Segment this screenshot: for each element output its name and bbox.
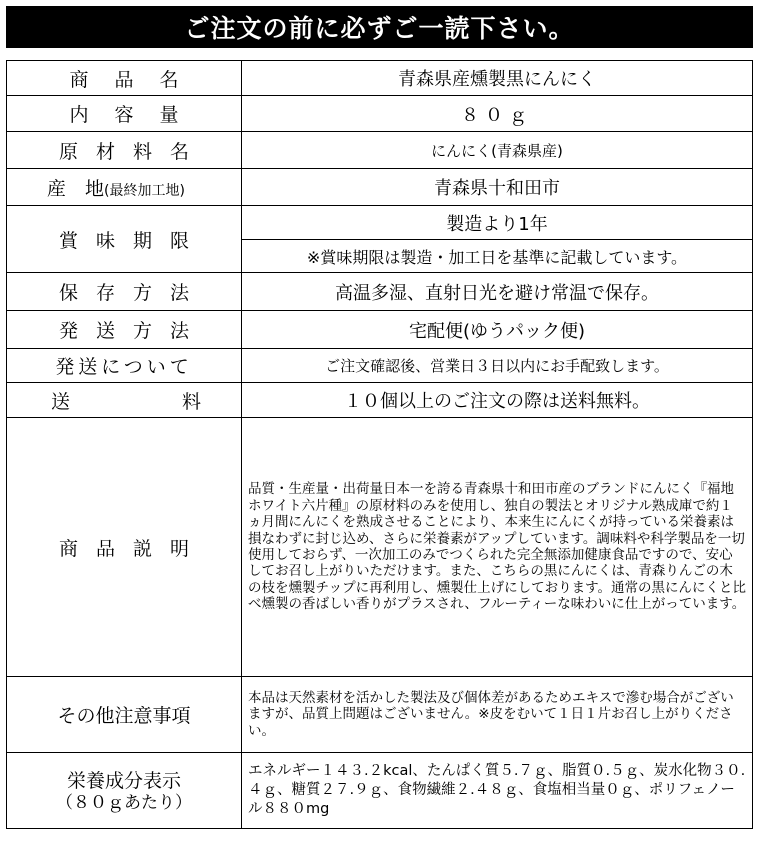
label-volume: 内容量 [69,104,205,126]
value-shipping-fee: １０個以上のご注文の際は送料無料。 [242,383,753,418]
product-spec-table [6,60,753,829]
label-origin: 産 地 [47,177,105,200]
notice-banner: ご注文の前に必ずご一読下さい。 [6,6,753,48]
label-shipping-fee-right: 料 [181,390,201,413]
label-nutrition: 栄養成分表示 [66,769,181,792]
value-nutrition: エネルギー１４３.２kcal、たんぱく質５.７ｇ、脂質０.５ｇ、炭水化物３０.４ｇ、糖質２７.９ｇ、食物繊維２.４８ｇ、食塩相当量０ｇ、ポリフェノール８８０mg [242,753,753,829]
label-product-name: 商品名 [69,68,205,91]
row-ingredients [7,132,753,169]
row-volume [7,96,753,132]
value-product-name: 青森県産燻製黒にんにく [242,61,753,96]
value-shipping-about: ご注文確認後、営業日３日以内にお手配致します。 [242,349,753,383]
label-ingredients: 原材料名 [58,140,207,163]
value-storage: 高温多湿、直射日光を避け常温で保存。 [242,273,753,311]
label-notes: その他注意事項 [7,677,242,753]
row-nutrition [7,753,753,829]
row-storage [7,273,753,311]
value-expiry: 製造より1年 [242,206,753,240]
row-shipping-about [7,349,753,383]
row-description [7,418,753,677]
row-notes [7,677,753,753]
value-volume: ８０ｇ [242,96,753,132]
label-shipping-method: 発送方法 [58,320,207,342]
label-shipping-fee-left: 送 [51,390,71,413]
label-storage: 保存方法 [58,282,207,304]
label-expiry: 賞味期限 [58,229,207,252]
value-origin: 青森県十和田市 [242,169,753,206]
value-shipping-method: 宅配便(ゆうパック便) [242,311,753,349]
row-shipping-fee [7,383,753,418]
row-product-name [7,61,753,96]
label-shipping-about: 発送について [7,349,242,383]
row-shipping-method [7,311,753,349]
row-origin [7,169,753,206]
label-origin-sub: (最終加工地) [104,182,185,199]
value-ingredients: にんにく(青森県産) [242,132,753,169]
value-description: 品質・生産量・出荷量日本一を誇る青森県十和田市産のブランドにんにく『福地ホワイト六片種』の原材料のみを使用し、独自の製法とオリジナル熟成庫で約１ヵ月間にんにくを熟成させることにより、本来生にんにくが持っている栄養素は損なわずに封じ込め、さらに栄養素がアップしています。調味料や科学製品を一切使用しておらず、一次加工のみでつくられた完全無添加健康食品ですので、安心してお召し上がりいただけます。また、こちらの黒にんにくは、青森りんごの木の枝を燻製チップに再利用し、燻製仕上げにしております。通常の黒にんにくと比べ燻製の香ばしい香りがプラスされ、フルーティーな味わいに仕上がっています。 [242,418,753,677]
label-description: 商品説明 [58,537,207,560]
row-expiry [7,206,753,240]
label-nutrition-sub: （８０ｇあたり） [56,792,192,813]
value-notes: 本品は天然素材を活かした製法及び個体差があるためエキスで滲む場合がございますが、品質上問題はございません。※皮をむいて１日１片お召し上がりください。 [242,677,753,753]
value-expiry-note: ※賞味期限は製造・加工日を基準に記載しています。 [242,240,753,273]
